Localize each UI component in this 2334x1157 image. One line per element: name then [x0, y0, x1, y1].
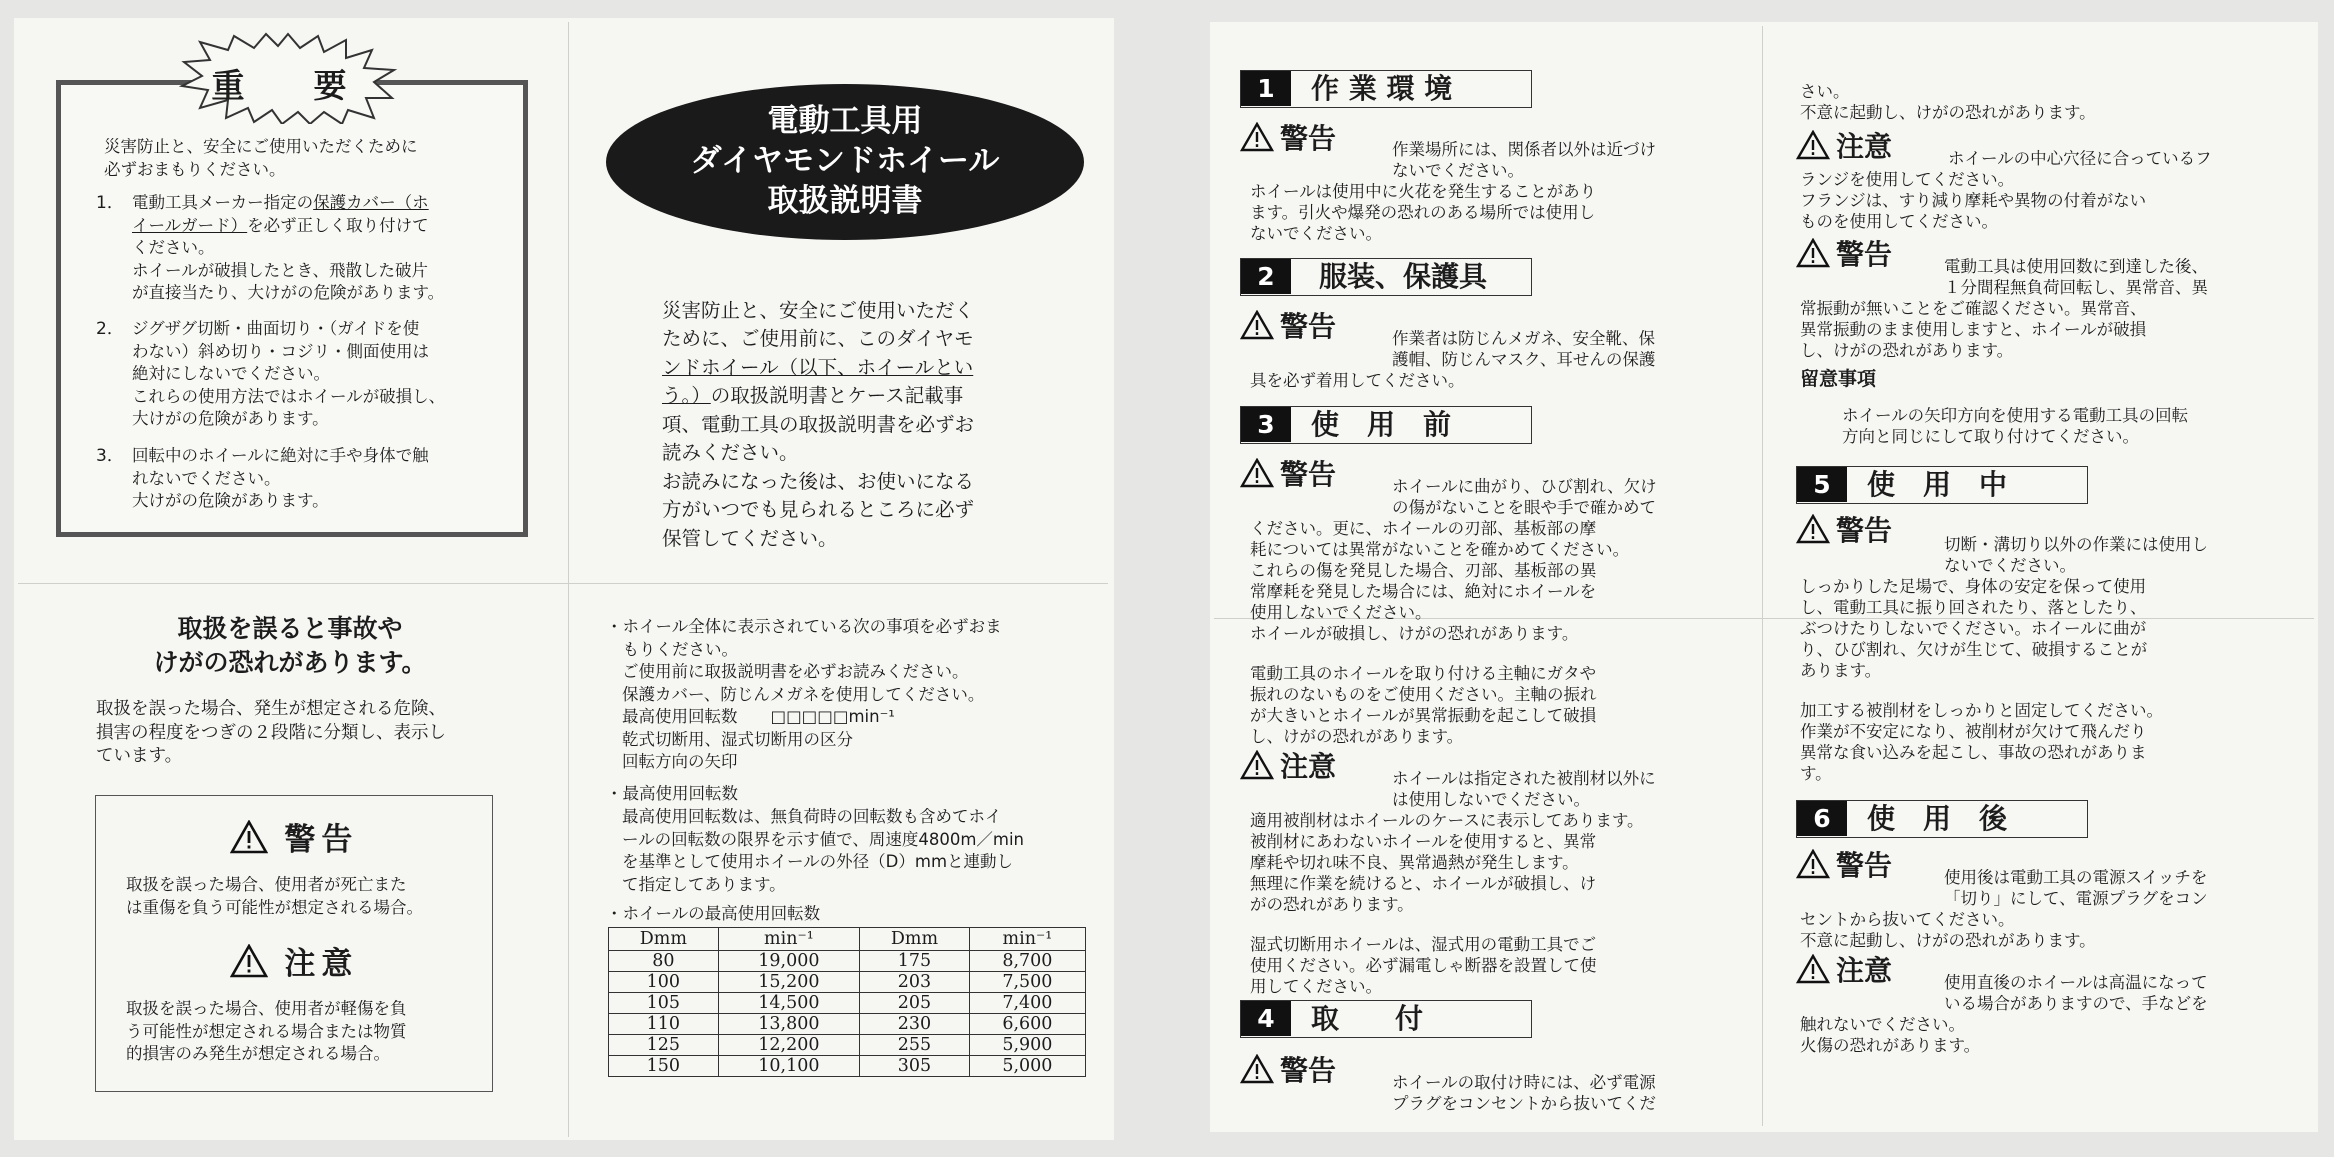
table-cell: 10,100	[718, 1056, 859, 1077]
table-cell: 5,000	[969, 1056, 1085, 1077]
display-items: ご使用前に取扱説明書を必ずお読みください。 保護カバー、防じんメガネを使用してください。 最高使用回転数 □□□□□min⁻¹ 乾式切断用、湿式切断用の区分 回転方向の矢印	[622, 662, 985, 771]
section-title: 取 付	[1311, 1002, 1424, 1035]
caution-triangle-icon	[1240, 750, 1274, 780]
item-text: 電動工具メーカー指定の保護カバー（ホ イールガード）を必ず正しく取り付けて ください。 ホイールが破損したとき、飛散した破片 が直接当たり、大けがの危険があります。	[132, 193, 445, 302]
table-cell: 13,800	[718, 1014, 859, 1035]
warning-body-text: セントから抜いてください。 不意に起動し、けがの恐れがあります。	[1800, 909, 2096, 950]
table-cell: 8,700	[969, 951, 1085, 972]
section-number: 5	[1797, 467, 1847, 502]
section-number: 3	[1241, 407, 1291, 442]
table-cell: 205	[860, 993, 970, 1014]
warning-body-text: しっかりした足場で、身体の安定を保って使用 し、電動工具に振り回されたり、落としたり、 ぶつけたりしないでください。ホイールに曲が り、ひび割れ、欠けが生じて、破損することが あります。	[1800, 576, 2148, 680]
section-title: 使 用 中	[1867, 468, 2008, 501]
table-cell: 125	[609, 1035, 719, 1056]
warning-heading-text: 作業者は防じんメガネ、安全靴、保 護帽、防じんマスク、耳せんの保護	[1392, 328, 1656, 369]
fold-line	[18, 583, 1108, 584]
item-number: 3．	[96, 446, 124, 466]
caution-label: 注意	[1240, 750, 1336, 784]
warning-body-text: 電動工具のホイールを取り付ける主軸にガタや 振れのないものをご使用ください。主軸の振れ が大きいとホイールが異常振動を起こして破損 し、けがの恐れがあります。	[1250, 663, 1597, 746]
caution-body-text: 適用被削材はホイールのケースに表示してあります。 被削材にあわないホイールを使用すると、異常 摩耗や切れ味不良、異常過熱が発生します。 無理に作業を続けると、ホイールが破損し、け がの恐れがあります。	[1250, 810, 1644, 914]
intro-text: 災害防止と、安全にご使用いただく ために、ご使用前に、このダイヤモ ンドホイール（以下、ホイールとい う。）の取扱説明書とケース記載事 項、電動工具の取扱説明書を必ずお 読みください。 お読みになった後は、お使いになる 方がいつでも見られるところに必ず 保管してください。	[662, 298, 975, 550]
warning-heading-text: 切断・溝切り以外の作業には使用し ないでください。	[1944, 534, 2208, 575]
warning-body-text: 常振動が無いことをご確認ください。異常音、 異常振動のまま使用しますと、ホイールが破損 し、けがの恐れがあります。	[1800, 298, 2147, 360]
warning-heading: 警告	[96, 814, 492, 859]
section-header-mounting	[1240, 1000, 1532, 1038]
danger-levels-box	[95, 795, 493, 1092]
warning-triangle-icon	[1240, 458, 1274, 488]
table-row	[609, 951, 1086, 972]
section-number: 6	[1797, 801, 1847, 836]
caution-triangle-icon	[1796, 954, 1830, 984]
max-rpm-table	[608, 927, 1086, 1077]
warning-triangle-icon	[1796, 849, 1830, 879]
section-number: 2	[1241, 259, 1291, 294]
note-body: ホイールの矢印方向を使用する電動工具の回転 方向と同じにして取り付けてください。	[1842, 405, 2189, 446]
table-cell: 105	[609, 993, 719, 1014]
section-title: 使 用 前	[1311, 408, 1452, 441]
rpm-explanation: 最高使用回転数は、無負荷時の回転数も含めてホイ ールの回転数の限界を示す値で、周速度4800m／min を基準として使用ホイールの外径（D）mmと連動し て指定してあります。	[622, 807, 1025, 894]
warning-heading-text: ホイールの取付け時には、必ず電源 プラグをコンセントから抜いてくだ	[1392, 1072, 1656, 1113]
warning-label: 警告	[1796, 514, 1892, 548]
column-header: Dmm	[609, 928, 719, 951]
item-text: 回転中のホイールに絶対に手や身体で触 れないでください。 大けがの危険があります。	[132, 446, 429, 510]
important-lead: 災害防止と、安全にご使用いただくために 必ずおまもりください。	[104, 137, 418, 179]
table-cell: 150	[609, 1056, 719, 1077]
table-cell: 175	[860, 951, 970, 972]
caution-body-text: 触れないでください。 火傷の恐れがあります。	[1800, 1014, 1981, 1055]
mishandle-text: 取扱を誤った場合、発生が想定される危険、 損害の程度をつぎの２段階に分類し、表示し ています。	[96, 699, 446, 766]
title-line: ダイヤモンドホイール	[690, 143, 1000, 179]
caution-heading-text: ホイールは指定された被削材以外に は使用しないでください。	[1392, 768, 1656, 809]
section-number: 4	[1241, 1001, 1291, 1036]
item-number: 1．	[96, 193, 124, 213]
table-cell: 255	[860, 1035, 970, 1056]
fold-line	[568, 22, 569, 1137]
display-bullet: ・ホイール全体に表示されている次の事項を必ずおま もりください。	[606, 617, 1002, 659]
table-cell: 80	[609, 951, 719, 972]
warning-description: 取扱を誤った場合、使用者が死亡また は重傷を負う可能性が想定される場合。	[126, 875, 423, 917]
item-number: 2．	[96, 319, 124, 339]
section-number: 1	[1241, 71, 1291, 106]
table-cell: 110	[609, 1014, 719, 1035]
important-title: 重 要	[211, 66, 365, 105]
table-cell: 12,200	[718, 1035, 859, 1056]
rpm-bullet: ・最高使用回転数	[606, 784, 738, 803]
note-title: 留意事項	[1800, 368, 1877, 390]
table-row	[609, 993, 1086, 1014]
warning-label: 警告	[1796, 849, 1892, 883]
table-cell: 14,500	[718, 993, 859, 1014]
rpm-table-bullet: ・ホイールの最高使用回転数	[606, 904, 821, 923]
section-header-clothing	[1240, 258, 1532, 296]
section-header-before-use	[1240, 406, 1532, 444]
warning-triangle-icon	[1240, 1054, 1274, 1084]
warning-body-text: 具を必ず着用してください。	[1250, 370, 1465, 390]
warning-heading-text: 使用後は電動工具の電源スイッチを 「切り」にして、電源プラグをコン	[1944, 867, 2208, 908]
mishandle-title: 取扱を誤ると事故や けがの恐れがあります。	[153, 614, 427, 677]
warning-heading-text: 作業場所には、関係者以外は近づけ ないでください。	[1392, 139, 1656, 180]
warning-triangle-icon	[230, 820, 268, 854]
table-row	[609, 1014, 1086, 1035]
warning-label: 警告	[1240, 310, 1336, 344]
section-title: 使 用 後	[1867, 802, 2008, 835]
warning-body-text: ください。更に、ホイールの刃部、基板部の摩 耗については異常がないことを確かめてください。 これらの傷を発見した場合、刃部、基板部の異 常摩耗を発見した場合には、絶対にホイールを 使用しないでください。 ホイールが破損し、けがの恐れがあります。	[1250, 518, 1630, 643]
caution-body-text: 湿式切断用ホイールは、湿式用の電動工具でご 使用ください。必ず漏電しゃ断器を設置して使 用してください。	[1250, 934, 1597, 996]
fold-line	[1762, 26, 1763, 1126]
table-header-row	[609, 928, 1086, 951]
warning-triangle-icon	[1240, 122, 1274, 152]
table-cell: 15,200	[718, 972, 859, 993]
section-title: 服装、保護具	[1319, 260, 1488, 293]
table-row	[609, 1056, 1086, 1077]
table-cell: 7,400	[969, 993, 1085, 1014]
column-header: min⁻¹	[969, 928, 1085, 951]
caution-heading: 注意	[96, 938, 492, 983]
caution-triangle-icon	[230, 944, 268, 978]
section-header-work-environment	[1240, 70, 1532, 108]
column-header: Dmm	[860, 928, 970, 951]
warning-heading-text: 電動工具は使用回数に到達した後、 １分間程無負荷回転し、異常音、異	[1944, 256, 2208, 297]
warning-body-text: 加工する被削材をしっかりと固定してください。 作業が不安定になり、被削材が欠けて飛んだり 異常な食い込みを起こし、事故の恐れがありま す。	[1800, 700, 2163, 783]
caution-description: 取扱を誤った場合、使用者が軽傷を負 う可能性が想定される場合または物質 的損害のみ発生が想定される場合。	[126, 999, 407, 1063]
table-cell: 6,600	[969, 1014, 1085, 1035]
warning-label: 警告	[1240, 122, 1336, 156]
table-cell: 5,900	[969, 1035, 1085, 1056]
warning-label: 警告	[1796, 238, 1892, 272]
table-cell: 230	[860, 1014, 970, 1035]
caution-label: 注意	[1796, 954, 1892, 988]
table-cell: 100	[609, 972, 719, 993]
column-header: min⁻¹	[718, 928, 859, 951]
title-line: 電動工具用	[767, 103, 923, 139]
caution-label: 注意	[1796, 130, 1892, 164]
warning-triangle-icon	[1796, 238, 1830, 268]
table-cell: 7,500	[969, 972, 1085, 993]
warning-continuation-text: さい。 不意に起動し、けがの恐れがあります。	[1800, 81, 2096, 122]
manual-title-oval	[606, 84, 1084, 240]
table-row	[609, 972, 1086, 993]
warning-triangle-icon	[1796, 514, 1830, 544]
warning-label: 警告	[1240, 1054, 1336, 1088]
warning-label: 警告	[1240, 458, 1336, 492]
warning-heading-text: ホイールに曲がり、ひび割れ、欠け の傷がないことを眼や手で確かめて	[1392, 476, 1657, 517]
warning-body-text: ホイールは使用中に火花を発生することがあり ます。引火や爆発の恐れのある場所では使用し ないでください。	[1250, 181, 1597, 243]
table-cell: 203	[860, 972, 970, 993]
section-title: 作 業 環 境	[1311, 72, 1453, 105]
caution-heading-text: ホイールの中心穴径に合っているフ ランジを使用してください。 フランジは、すり減り摩耗や異物の付着がない ものを使用してください。	[1800, 148, 2212, 231]
table-cell: 305	[860, 1056, 970, 1077]
section-header-during-use	[1796, 466, 2088, 504]
warning-triangle-icon	[1240, 310, 1274, 340]
caution-heading-text: 使用直後のホイールは高温になって いる場合がありますので、手などを	[1944, 972, 2208, 1013]
table-cell: 19,000	[718, 951, 859, 972]
title-line: 取扱説明書	[767, 183, 923, 219]
item-text: ジグザグ切断・曲面切り・（ガイドを使 わない）斜め切り・コジリ・側面使用は 絶対にしないでください。 これらの使用方法ではホイールが破損し、 大けがの危険があります。	[132, 319, 446, 428]
table-row	[609, 1035, 1086, 1056]
section-header-after-use	[1796, 800, 2088, 838]
